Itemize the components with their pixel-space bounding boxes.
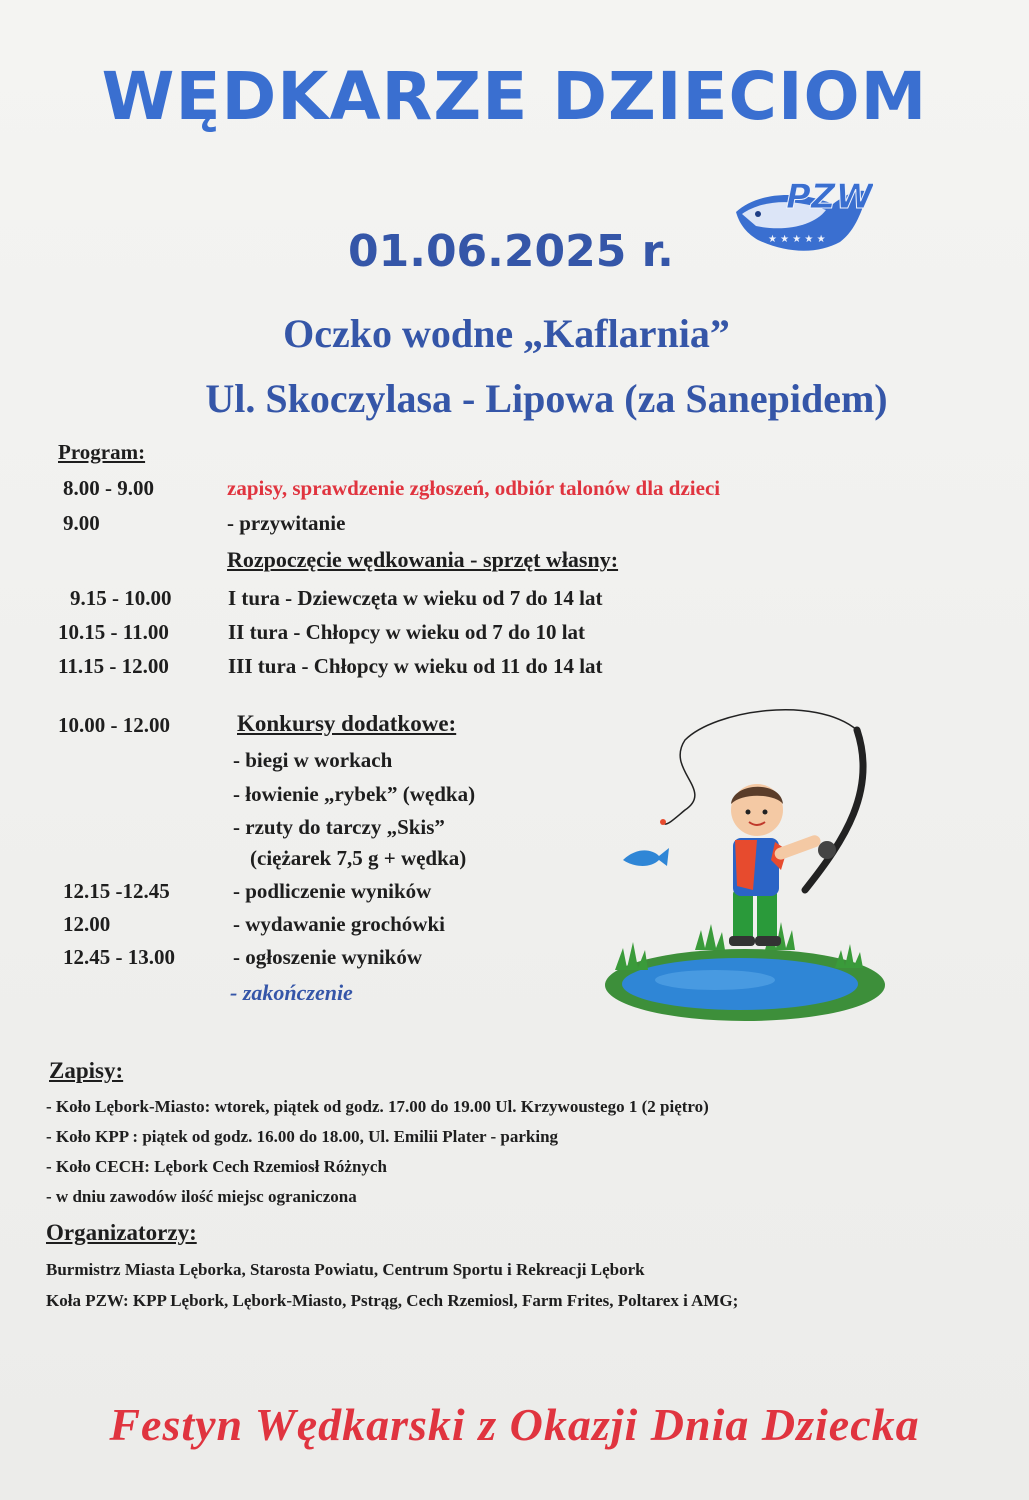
pzw-fish-logo bbox=[728, 170, 873, 262]
closing-item: - zakończenie bbox=[230, 980, 353, 1005]
svg-text:★ ★ ★ ★ ★: ★ ★ ★ ★ ★ bbox=[768, 234, 826, 245]
registration-line: - Koło CECH: Lębork Cech Rzemiosł Różnych bbox=[46, 1157, 387, 1176]
event-date: 01.06.2025 r. bbox=[348, 226, 674, 277]
poster-title: WĘDKARZE DZIECIOM bbox=[101, 58, 928, 135]
schedule-time: 8.00 - 9.00 bbox=[63, 476, 154, 500]
schedule-time: 9.00 bbox=[63, 511, 100, 535]
contest-item: - biegi w workach bbox=[233, 748, 393, 772]
schedule-time: 11.15 - 12.00 bbox=[58, 654, 169, 678]
contest-item: (ciężarek 7,5 g + wędka) bbox=[250, 846, 467, 870]
registration-line: - Koło Lębork-Miasto: wtorek, piątek od godz. 17.00 do 19.00 Ul. Krzywoustego 1 (2 piętro) bbox=[46, 1097, 709, 1116]
schedule-item: I tura - Dziewczęta w wieku od 7 do 14 lat bbox=[228, 586, 603, 610]
schedule-item: - wydawanie grochówki bbox=[233, 912, 445, 936]
svg-text:PZW: PZW bbox=[786, 177, 873, 217]
schedule-time: 10.00 - 12.00 bbox=[58, 713, 170, 737]
schedule-item: zapisy, sprawdzenie zgłoszeń, odbiór talonów dla dzieci bbox=[227, 476, 721, 500]
schedule-time: 10.15 - 11.00 bbox=[58, 620, 169, 644]
event-slogan: Festyn Wędkarski z Okazji Dnia Dziecka bbox=[109, 1399, 920, 1450]
schedule-item: - podliczenie wyników bbox=[233, 879, 432, 903]
organizers-line: Burmistrz Miasta Lęborka, Starosta Powiatu, Centrum Sportu i Rekreacji Lębork bbox=[46, 1260, 645, 1279]
organizers-heading: Organizatorzy: bbox=[46, 1220, 197, 1245]
registration-heading: Zapisy: bbox=[49, 1058, 124, 1083]
schedule-time: 12.15 -12.45 bbox=[63, 879, 170, 903]
schedule-item: II tura - Chłopcy w wieku od 7 do 10 lat bbox=[228, 620, 586, 644]
boy-fishing-illustration bbox=[595, 700, 895, 1035]
registration-line: - w dniu zawodów ilość miejsc ograniczona bbox=[46, 1187, 357, 1206]
schedule-item: - przywitanie bbox=[227, 511, 346, 535]
venue-name: Oczko wodne „Kaflarnia” bbox=[283, 311, 730, 356]
fishing-heading: Rozpoczęcie wędkowania - sprzęt własny: bbox=[227, 547, 619, 572]
schedule-time: 9.15 - 10.00 bbox=[70, 586, 172, 610]
registration-line: - Koło KPP : piątek od godz. 16.00 do 18.00, Ul. Emilii Plater - parking bbox=[46, 1127, 559, 1146]
venue-address: Ul. Skoczylasa - Lipowa (za Sanepidem) bbox=[205, 376, 888, 421]
schedule-item: - ogłoszenie wyników bbox=[233, 945, 422, 969]
contests-heading: Konkursy dodatkowe: bbox=[237, 711, 457, 736]
schedule-time: 12.00 bbox=[63, 912, 111, 936]
contest-item: - rzuty do tarczy „Skis” bbox=[233, 815, 445, 839]
schedule-time: 12.45 - 13.00 bbox=[63, 945, 175, 969]
program-heading: Program: bbox=[58, 440, 146, 464]
organizers-line: Koła PZW: KPP Lębork, Lębork-Miasto, Pstrąg, Cech Rzemiosl, Farm Frites, Poltarex i AMG; bbox=[46, 1291, 739, 1310]
schedule-item: III tura - Chłopcy w wieku od 11 do 14 lat bbox=[228, 654, 603, 678]
contest-item: - łowienie „rybek” (wędka) bbox=[233, 782, 476, 806]
